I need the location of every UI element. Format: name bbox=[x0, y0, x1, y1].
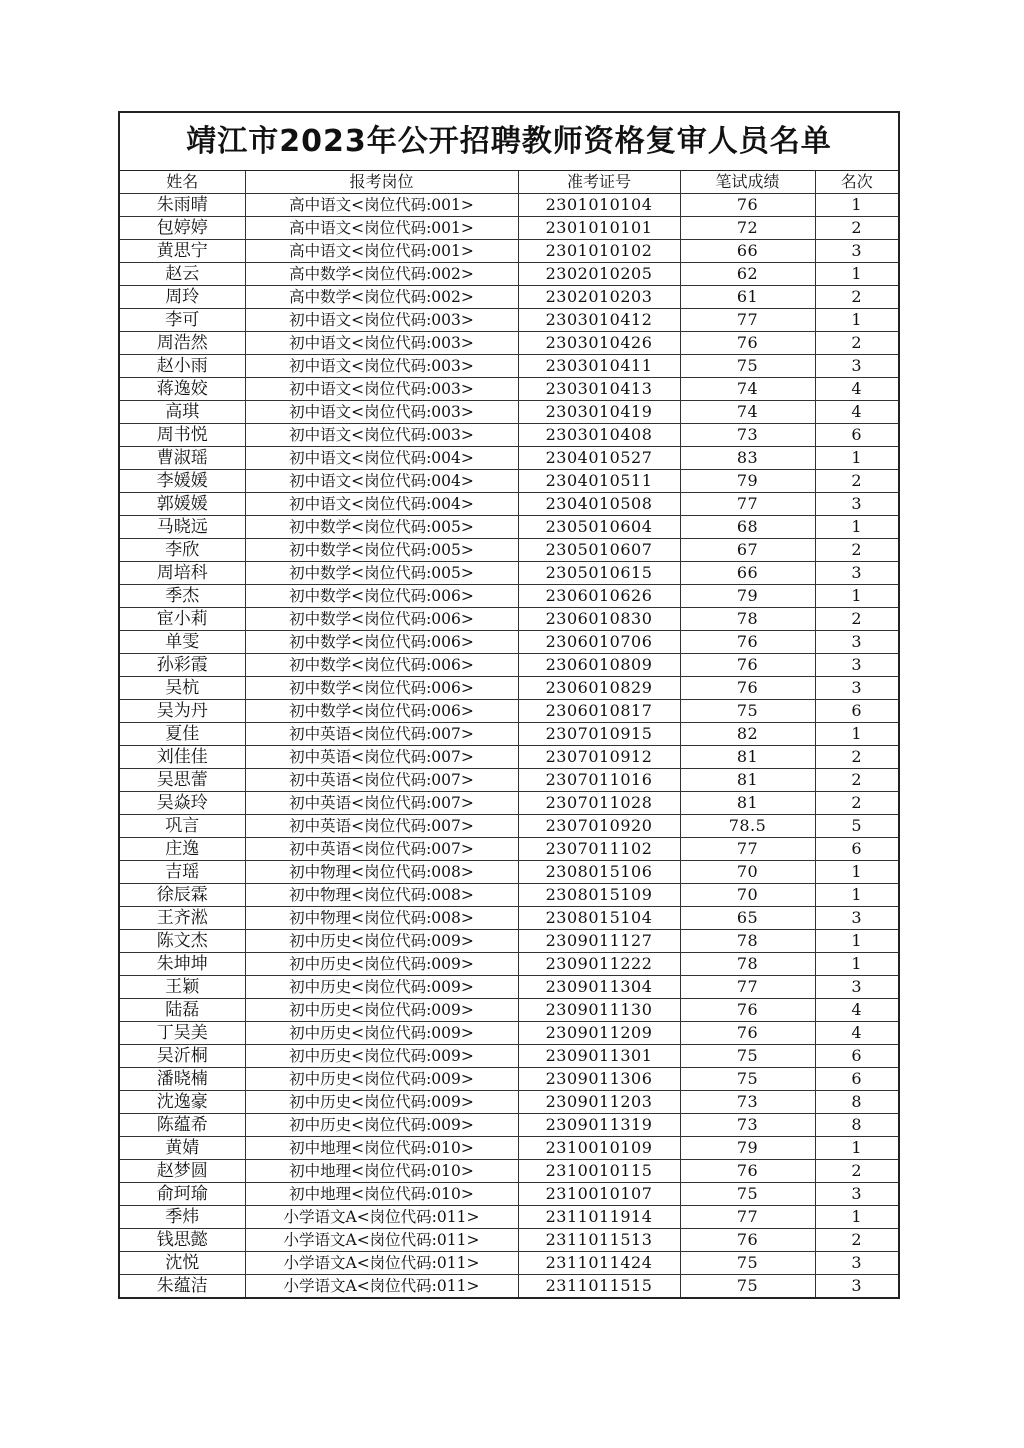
table-row bbox=[120, 746, 898, 769]
cell-position: 初中数学<岗位代码:005> bbox=[245, 562, 518, 585]
cell-exam-number: 2305010607 bbox=[518, 539, 680, 562]
cell-rank: 3 bbox=[815, 493, 898, 516]
table-row bbox=[120, 1160, 898, 1183]
cell-position: 初中历史<岗位代码:009> bbox=[245, 1068, 518, 1091]
cell-exam-number: 2303010412 bbox=[518, 309, 680, 332]
cell-name: 徐辰霖 bbox=[120, 884, 245, 907]
cell-exam-number: 2311011914 bbox=[518, 1206, 680, 1229]
cell-position: 高中数学<岗位代码:002> bbox=[245, 263, 518, 286]
cell-name: 郭媛媛 bbox=[120, 493, 245, 516]
cell-written-score: 76 bbox=[680, 332, 815, 355]
cell-position: 高中语文<岗位代码:001> bbox=[245, 240, 518, 263]
cell-written-score: 76 bbox=[680, 677, 815, 700]
cell-position: 初中语文<岗位代码:004> bbox=[245, 470, 518, 493]
table-row bbox=[120, 286, 898, 309]
table-row bbox=[120, 1068, 898, 1091]
cell-name: 孙彩霞 bbox=[120, 654, 245, 677]
cell-written-score: 77 bbox=[680, 493, 815, 516]
column-header-exam-number: 准考证号 bbox=[518, 171, 680, 194]
cell-written-score: 76 bbox=[680, 999, 815, 1022]
cell-position: 高中语文<岗位代码:001> bbox=[245, 217, 518, 240]
cell-written-score: 66 bbox=[680, 562, 815, 585]
cell-rank: 2 bbox=[815, 1229, 898, 1252]
cell-written-score: 78.5 bbox=[680, 815, 815, 838]
cell-name: 赵小雨 bbox=[120, 355, 245, 378]
cell-name: 朱雨晴 bbox=[120, 194, 245, 217]
cell-written-score: 76 bbox=[680, 1022, 815, 1045]
cell-written-score: 75 bbox=[680, 1068, 815, 1091]
cell-rank: 4 bbox=[815, 378, 898, 401]
cell-written-score: 83 bbox=[680, 447, 815, 470]
table-row bbox=[120, 562, 898, 585]
table-row bbox=[120, 1022, 898, 1045]
cell-written-score: 77 bbox=[680, 1206, 815, 1229]
cell-position: 初中英语<岗位代码:007> bbox=[245, 746, 518, 769]
cell-name: 夏佳 bbox=[120, 723, 245, 746]
cell-exam-number: 2311011515 bbox=[518, 1275, 680, 1298]
table-row bbox=[120, 631, 898, 654]
cell-rank: 2 bbox=[815, 1160, 898, 1183]
cell-rank: 1 bbox=[815, 516, 898, 539]
cell-rank: 1 bbox=[815, 861, 898, 884]
cell-written-score: 79 bbox=[680, 1137, 815, 1160]
table-row bbox=[120, 953, 898, 976]
cell-rank: 2 bbox=[815, 746, 898, 769]
cell-rank: 6 bbox=[815, 1045, 898, 1068]
cell-exam-number: 2306010809 bbox=[518, 654, 680, 677]
cell-position: 高中数学<岗位代码:002> bbox=[245, 286, 518, 309]
cell-exam-number: 2309011319 bbox=[518, 1114, 680, 1137]
cell-position: 初中地理<岗位代码:010> bbox=[245, 1160, 518, 1183]
cell-name: 季炜 bbox=[120, 1206, 245, 1229]
cell-position: 初中语文<岗位代码:004> bbox=[245, 447, 518, 470]
table-row bbox=[120, 654, 898, 677]
cell-written-score: 81 bbox=[680, 746, 815, 769]
cell-exam-number: 2302010203 bbox=[518, 286, 680, 309]
cell-exam-number: 2307010920 bbox=[518, 815, 680, 838]
cell-name: 钱思懿 bbox=[120, 1229, 245, 1252]
table-row bbox=[120, 332, 898, 355]
cell-written-score: 76 bbox=[680, 1229, 815, 1252]
cell-name: 巩言 bbox=[120, 815, 245, 838]
cell-position: 初中语文<岗位代码:003> bbox=[245, 332, 518, 355]
cell-rank: 1 bbox=[815, 723, 898, 746]
cell-rank: 1 bbox=[815, 309, 898, 332]
cell-written-score: 77 bbox=[680, 838, 815, 861]
cell-exam-number: 2307010912 bbox=[518, 746, 680, 769]
table-row bbox=[120, 976, 898, 999]
cell-written-score: 70 bbox=[680, 861, 815, 884]
cell-written-score: 72 bbox=[680, 217, 815, 240]
cell-rank: 8 bbox=[815, 1091, 898, 1114]
cell-name: 沈悦 bbox=[120, 1252, 245, 1275]
cell-name: 赵梦圆 bbox=[120, 1160, 245, 1183]
table-row bbox=[120, 401, 898, 424]
cell-exam-number: 2306010626 bbox=[518, 585, 680, 608]
cell-name: 高琪 bbox=[120, 401, 245, 424]
table-row bbox=[120, 217, 898, 240]
cell-position: 初中数学<岗位代码:006> bbox=[245, 677, 518, 700]
cell-written-score: 78 bbox=[680, 608, 815, 631]
cell-name: 宦小莉 bbox=[120, 608, 245, 631]
cell-rank: 3 bbox=[815, 1275, 898, 1298]
cell-exam-number: 2302010205 bbox=[518, 263, 680, 286]
cell-rank: 1 bbox=[815, 263, 898, 286]
cell-rank: 3 bbox=[815, 355, 898, 378]
table-row bbox=[120, 884, 898, 907]
cell-exam-number: 2306010830 bbox=[518, 608, 680, 631]
cell-position: 初中语文<岗位代码:003> bbox=[245, 355, 518, 378]
cell-exam-number: 2303010426 bbox=[518, 332, 680, 355]
cell-position: 初中数学<岗位代码:005> bbox=[245, 516, 518, 539]
cell-name: 李可 bbox=[120, 309, 245, 332]
cell-written-score: 75 bbox=[680, 1275, 815, 1298]
cell-rank: 2 bbox=[815, 769, 898, 792]
cell-written-score: 75 bbox=[680, 1183, 815, 1206]
cell-exam-number: 2309011304 bbox=[518, 976, 680, 999]
table-row bbox=[120, 424, 898, 447]
roster-table bbox=[120, 171, 898, 1297]
cell-written-score: 77 bbox=[680, 309, 815, 332]
cell-rank: 6 bbox=[815, 1068, 898, 1091]
cell-name: 黄思宁 bbox=[120, 240, 245, 263]
cell-position: 初中历史<岗位代码:009> bbox=[245, 1045, 518, 1068]
cell-name: 王齐淞 bbox=[120, 907, 245, 930]
cell-written-score: 73 bbox=[680, 1091, 815, 1114]
cell-written-score: 62 bbox=[680, 263, 815, 286]
cell-position: 初中语文<岗位代码:003> bbox=[245, 309, 518, 332]
cell-written-score: 76 bbox=[680, 631, 815, 654]
cell-name: 吴杭 bbox=[120, 677, 245, 700]
cell-exam-number: 2301010104 bbox=[518, 194, 680, 217]
cell-position: 小学语文A<岗位代码:011> bbox=[245, 1275, 518, 1298]
cell-written-score: 67 bbox=[680, 539, 815, 562]
roster-sheet bbox=[118, 111, 900, 1299]
table-row bbox=[120, 838, 898, 861]
cell-position: 初中英语<岗位代码:007> bbox=[245, 838, 518, 861]
cell-position: 初中英语<岗位代码:007> bbox=[245, 792, 518, 815]
cell-position: 初中物理<岗位代码:008> bbox=[245, 884, 518, 907]
cell-exam-number: 2309011222 bbox=[518, 953, 680, 976]
cell-position: 初中数学<岗位代码:006> bbox=[245, 654, 518, 677]
cell-position: 初中历史<岗位代码:009> bbox=[245, 1114, 518, 1137]
cell-rank: 2 bbox=[815, 217, 898, 240]
cell-written-score: 81 bbox=[680, 769, 815, 792]
table-row bbox=[120, 723, 898, 746]
cell-exam-number: 2309011203 bbox=[518, 1091, 680, 1114]
column-header-name: 姓名 bbox=[120, 171, 245, 194]
cell-name: 单雯 bbox=[120, 631, 245, 654]
cell-name: 包婷婷 bbox=[120, 217, 245, 240]
cell-written-score: 65 bbox=[680, 907, 815, 930]
cell-rank: 6 bbox=[815, 838, 898, 861]
cell-name: 周玲 bbox=[120, 286, 245, 309]
table-row bbox=[120, 585, 898, 608]
table-row bbox=[120, 470, 898, 493]
cell-rank: 2 bbox=[815, 286, 898, 309]
column-header-rank: 名次 bbox=[815, 171, 898, 194]
table-row bbox=[120, 999, 898, 1022]
cell-exam-number: 2307011016 bbox=[518, 769, 680, 792]
cell-position: 初中历史<岗位代码:009> bbox=[245, 1091, 518, 1114]
cell-rank: 3 bbox=[815, 631, 898, 654]
cell-exam-number: 2303010408 bbox=[518, 424, 680, 447]
cell-name: 曹淑瑶 bbox=[120, 447, 245, 470]
cell-position: 初中物理<岗位代码:008> bbox=[245, 861, 518, 884]
cell-written-score: 61 bbox=[680, 286, 815, 309]
table-row bbox=[120, 1229, 898, 1252]
cell-rank: 1 bbox=[815, 447, 898, 470]
cell-rank: 1 bbox=[815, 585, 898, 608]
cell-position: 初中历史<岗位代码:009> bbox=[245, 999, 518, 1022]
cell-written-score: 76 bbox=[680, 194, 815, 217]
cell-position: 初中英语<岗位代码:007> bbox=[245, 769, 518, 792]
table-row bbox=[120, 907, 898, 930]
cell-position: 初中英语<岗位代码:007> bbox=[245, 815, 518, 838]
table-row bbox=[120, 677, 898, 700]
cell-rank: 3 bbox=[815, 907, 898, 930]
cell-position: 初中历史<岗位代码:009> bbox=[245, 1022, 518, 1045]
table-row bbox=[120, 769, 898, 792]
cell-rank: 2 bbox=[815, 332, 898, 355]
cell-name: 潘晓楠 bbox=[120, 1068, 245, 1091]
cell-written-score: 76 bbox=[680, 1160, 815, 1183]
cell-name: 庄逸 bbox=[120, 838, 245, 861]
cell-rank: 5 bbox=[815, 815, 898, 838]
cell-exam-number: 2304010508 bbox=[518, 493, 680, 516]
table-row bbox=[120, 378, 898, 401]
cell-exam-number: 2309011209 bbox=[518, 1022, 680, 1045]
table-row bbox=[120, 1114, 898, 1137]
cell-position: 初中数学<岗位代码:005> bbox=[245, 539, 518, 562]
cell-exam-number: 2306010817 bbox=[518, 700, 680, 723]
cell-position: 初中数学<岗位代码:006> bbox=[245, 608, 518, 631]
table-row bbox=[120, 309, 898, 332]
table-row bbox=[120, 608, 898, 631]
cell-exam-number: 2304010527 bbox=[518, 447, 680, 470]
cell-rank: 2 bbox=[815, 792, 898, 815]
cell-rank: 3 bbox=[815, 654, 898, 677]
cell-exam-number: 2303010411 bbox=[518, 355, 680, 378]
cell-name: 刘佳佳 bbox=[120, 746, 245, 769]
cell-position: 初中数学<岗位代码:006> bbox=[245, 585, 518, 608]
cell-name: 沈逸豪 bbox=[120, 1091, 245, 1114]
cell-rank: 3 bbox=[815, 1252, 898, 1275]
cell-name: 陆磊 bbox=[120, 999, 245, 1022]
cell-name: 马晓远 bbox=[120, 516, 245, 539]
cell-name: 黄婧 bbox=[120, 1137, 245, 1160]
table-row bbox=[120, 194, 898, 217]
cell-rank: 1 bbox=[815, 930, 898, 953]
cell-written-score: 75 bbox=[680, 1045, 815, 1068]
cell-written-score: 75 bbox=[680, 700, 815, 723]
cell-written-score: 74 bbox=[680, 378, 815, 401]
cell-written-score: 73 bbox=[680, 424, 815, 447]
cell-rank: 6 bbox=[815, 424, 898, 447]
cell-written-score: 68 bbox=[680, 516, 815, 539]
cell-written-score: 73 bbox=[680, 1114, 815, 1137]
cell-rank: 8 bbox=[815, 1114, 898, 1137]
cell-written-score: 66 bbox=[680, 240, 815, 263]
table-row bbox=[120, 1045, 898, 1068]
table-body bbox=[120, 194, 898, 1298]
cell-rank: 3 bbox=[815, 976, 898, 999]
column-header-written-score: 笔试成绩 bbox=[680, 171, 815, 194]
cell-written-score: 75 bbox=[680, 355, 815, 378]
table-row bbox=[120, 539, 898, 562]
cell-rank: 3 bbox=[815, 562, 898, 585]
cell-rank: 2 bbox=[815, 470, 898, 493]
table-row bbox=[120, 447, 898, 470]
cell-rank: 2 bbox=[815, 608, 898, 631]
cell-exam-number: 2305010604 bbox=[518, 516, 680, 539]
cell-exam-number: 2310010109 bbox=[518, 1137, 680, 1160]
cell-written-score: 79 bbox=[680, 585, 815, 608]
cell-name: 陈文杰 bbox=[120, 930, 245, 953]
cell-written-score: 78 bbox=[680, 953, 815, 976]
cell-name: 李媛媛 bbox=[120, 470, 245, 493]
cell-written-score: 79 bbox=[680, 470, 815, 493]
table-header-row bbox=[120, 171, 898, 194]
cell-name: 李欣 bbox=[120, 539, 245, 562]
cell-exam-number: 2306010706 bbox=[518, 631, 680, 654]
cell-name: 蒋逸姣 bbox=[120, 378, 245, 401]
cell-rank: 1 bbox=[815, 1137, 898, 1160]
cell-written-score: 78 bbox=[680, 930, 815, 953]
table-row bbox=[120, 700, 898, 723]
cell-written-score: 77 bbox=[680, 976, 815, 999]
cell-exam-number: 2307010915 bbox=[518, 723, 680, 746]
cell-rank: 6 bbox=[815, 700, 898, 723]
table-row bbox=[120, 263, 898, 286]
cell-position: 初中地理<岗位代码:010> bbox=[245, 1137, 518, 1160]
cell-exam-number: 2311011424 bbox=[518, 1252, 680, 1275]
cell-exam-number: 2305010615 bbox=[518, 562, 680, 585]
table-row bbox=[120, 1091, 898, 1114]
table-row bbox=[120, 792, 898, 815]
cell-rank: 4 bbox=[815, 999, 898, 1022]
table-row bbox=[120, 493, 898, 516]
cell-position: 小学语文A<岗位代码:011> bbox=[245, 1229, 518, 1252]
cell-position: 初中语文<岗位代码:004> bbox=[245, 493, 518, 516]
cell-name: 吴沂桐 bbox=[120, 1045, 245, 1068]
table-row bbox=[120, 1275, 898, 1298]
cell-name: 周书悦 bbox=[120, 424, 245, 447]
cell-exam-number: 2303010413 bbox=[518, 378, 680, 401]
cell-name: 俞珂瑜 bbox=[120, 1183, 245, 1206]
cell-position: 初中语文<岗位代码:003> bbox=[245, 378, 518, 401]
cell-exam-number: 2310010107 bbox=[518, 1183, 680, 1206]
cell-name: 朱蕴洁 bbox=[120, 1275, 245, 1298]
cell-name: 陈蕴希 bbox=[120, 1114, 245, 1137]
cell-exam-number: 2304010511 bbox=[518, 470, 680, 493]
cell-position: 初中语文<岗位代码:003> bbox=[245, 401, 518, 424]
cell-rank: 1 bbox=[815, 884, 898, 907]
table-row bbox=[120, 861, 898, 884]
cell-written-score: 76 bbox=[680, 654, 815, 677]
cell-exam-number: 2307011102 bbox=[518, 838, 680, 861]
cell-exam-number: 2307011028 bbox=[518, 792, 680, 815]
cell-exam-number: 2310010115 bbox=[518, 1160, 680, 1183]
cell-exam-number: 2309011306 bbox=[518, 1068, 680, 1091]
cell-exam-number: 2308015109 bbox=[518, 884, 680, 907]
cell-exam-number: 2309011130 bbox=[518, 999, 680, 1022]
cell-written-score: 70 bbox=[680, 884, 815, 907]
table-row bbox=[120, 1183, 898, 1206]
table-row bbox=[120, 516, 898, 539]
cell-rank: 3 bbox=[815, 240, 898, 263]
cell-written-score: 81 bbox=[680, 792, 815, 815]
cell-exam-number: 2309011301 bbox=[518, 1045, 680, 1068]
cell-position: 初中历史<岗位代码:009> bbox=[245, 953, 518, 976]
cell-position: 初中地理<岗位代码:010> bbox=[245, 1183, 518, 1206]
cell-written-score: 75 bbox=[680, 1252, 815, 1275]
cell-exam-number: 2308015104 bbox=[518, 907, 680, 930]
cell-name: 周浩然 bbox=[120, 332, 245, 355]
cell-position: 初中语文<岗位代码:003> bbox=[245, 424, 518, 447]
cell-name: 吴焱玲 bbox=[120, 792, 245, 815]
cell-position: 小学语文A<岗位代码:011> bbox=[245, 1206, 518, 1229]
cell-position: 初中数学<岗位代码:006> bbox=[245, 700, 518, 723]
cell-position: 初中历史<岗位代码:009> bbox=[245, 976, 518, 999]
cell-position: 小学语文A<岗位代码:011> bbox=[245, 1252, 518, 1275]
cell-name: 朱坤坤 bbox=[120, 953, 245, 976]
table-row bbox=[120, 240, 898, 263]
cell-name: 吉瑶 bbox=[120, 861, 245, 884]
cell-exam-number: 2311011513 bbox=[518, 1229, 680, 1252]
cell-rank: 1 bbox=[815, 953, 898, 976]
cell-position: 初中物理<岗位代码:008> bbox=[245, 907, 518, 930]
table-row bbox=[120, 930, 898, 953]
cell-rank: 2 bbox=[815, 539, 898, 562]
cell-rank: 1 bbox=[815, 1206, 898, 1229]
cell-rank: 4 bbox=[815, 1022, 898, 1045]
cell-rank: 3 bbox=[815, 677, 898, 700]
table-row bbox=[120, 1137, 898, 1160]
cell-exam-number: 2309011127 bbox=[518, 930, 680, 953]
cell-name: 吴为丹 bbox=[120, 700, 245, 723]
cell-exam-number: 2306010829 bbox=[518, 677, 680, 700]
cell-name: 吴思蕾 bbox=[120, 769, 245, 792]
cell-exam-number: 2301010101 bbox=[518, 217, 680, 240]
table-row bbox=[120, 1206, 898, 1229]
cell-name: 赵云 bbox=[120, 263, 245, 286]
cell-position: 初中数学<岗位代码:006> bbox=[245, 631, 518, 654]
cell-exam-number: 2308015106 bbox=[518, 861, 680, 884]
cell-rank: 3 bbox=[815, 1183, 898, 1206]
cell-position: 初中历史<岗位代码:009> bbox=[245, 930, 518, 953]
table-row bbox=[120, 815, 898, 838]
table-row bbox=[120, 1252, 898, 1275]
cell-rank: 4 bbox=[815, 401, 898, 424]
cell-written-score: 82 bbox=[680, 723, 815, 746]
cell-name: 王颖 bbox=[120, 976, 245, 999]
document-title: 靖江市2023年公开招聘教师资格复审人员名单 bbox=[120, 113, 898, 171]
cell-rank: 1 bbox=[815, 194, 898, 217]
cell-name: 季杰 bbox=[120, 585, 245, 608]
cell-name: 周培科 bbox=[120, 562, 245, 585]
cell-position: 初中英语<岗位代码:007> bbox=[245, 723, 518, 746]
cell-exam-number: 2303010419 bbox=[518, 401, 680, 424]
column-header-position: 报考岗位 bbox=[245, 171, 518, 194]
cell-position: 高中语文<岗位代码:001> bbox=[245, 194, 518, 217]
table-row bbox=[120, 355, 898, 378]
cell-written-score: 74 bbox=[680, 401, 815, 424]
cell-name: 丁吴美 bbox=[120, 1022, 245, 1045]
cell-exam-number: 2301010102 bbox=[518, 240, 680, 263]
